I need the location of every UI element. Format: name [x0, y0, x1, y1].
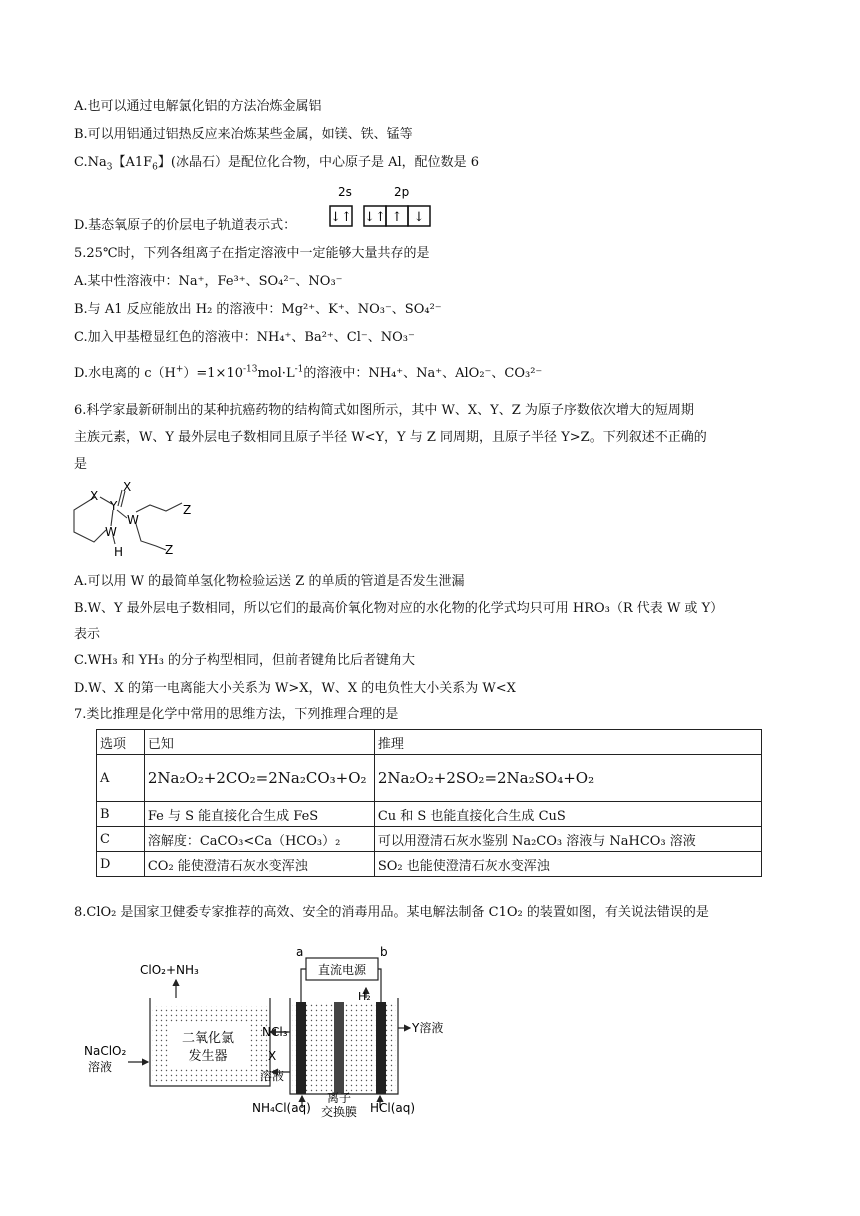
q8-stem: 8.ClO₂ 是国家卫健委专家推荐的高效、安全的消毒用品。某电解法制备 C1O₂ 的装置如图，有关说法错误的是: [74, 905, 709, 920]
cell-inference: Cu 和 S 也能直接化合生成 CuS: [374, 802, 761, 827]
h2-label: H₂: [358, 990, 371, 1003]
q6-option-a: A.可以用 W 的最简单氢化物检验运送 Z 的单质的管道是否发生泄漏: [74, 574, 465, 589]
membrane-label-2: 交换膜: [320, 1105, 358, 1119]
atom-y: Y: [110, 499, 118, 513]
table-row: [97, 852, 762, 877]
nh4cl-label: NH₄Cl(aq): [252, 1101, 311, 1115]
cell-option: C: [97, 827, 145, 852]
orbital-2s-label: 2s: [338, 185, 352, 199]
cell-known: CO₂ 能使澄清石灰水变浑浊: [144, 852, 374, 877]
table-row: [97, 802, 762, 827]
cell-inference: SO₂ 也能使澄清石灰水变浑浊: [374, 852, 761, 877]
q6-stem-line3: 是: [74, 457, 88, 472]
q5-stem: 5.25℃时，下列各组离子在指定溶液中一定能够大量共存的是: [74, 246, 430, 261]
y-solution-label: Y溶液: [412, 1021, 444, 1035]
x-label: X: [268, 1049, 277, 1063]
orbital-2p-label: 2p: [394, 185, 410, 199]
header-inference: 推理: [374, 730, 761, 755]
hcl-label: HCl(aq): [370, 1101, 416, 1115]
q4-option-c: $C.Na_3$【$A1F_6$】(冰晶石）是配位化合物，中心原子是 Al，配位数是 6: [74, 155, 480, 173]
q6-option-c: C.WH₃ 和 YH₃ 的分子构型相同，但前者键角比后者键角大: [74, 653, 416, 668]
table-row: [97, 827, 762, 852]
terminal-a: a: [296, 945, 304, 959]
cell-known: Fe 与 S 能直接化合生成 FeS: [144, 802, 374, 827]
structure-diagram: [66, 478, 206, 562]
q5-option-b: B.与 A1 反应能放出 H₂ 的溶液中：Mg²⁺、K⁺、NO₃⁻、SO₄²⁻: [74, 302, 442, 317]
cell-option: A: [97, 755, 145, 802]
bond-yw2: [117, 510, 127, 518]
atom-x1: X: [90, 489, 99, 503]
generator-label-2: 发生器: [188, 1049, 228, 1064]
naclo2-solution-label: 溶液: [88, 1060, 113, 1074]
chain-lower: [136, 524, 166, 550]
atom-z2: Z: [165, 543, 174, 557]
q5-option-a: A.某中性溶液中：Na⁺，Fe³⁺、SO₄²⁻、NO₃⁻: [74, 274, 343, 289]
q7-table: [96, 729, 762, 877]
table-row: [97, 755, 762, 802]
cathode: [376, 1002, 386, 1094]
q6-option-d: D.W、X 的第一电离能大小关系为 W>X，W、X 的电负性大小关系为 W<X: [74, 681, 516, 696]
atom-w2: W: [127, 513, 139, 527]
cell-inference: 2Na₂O₂+2SO₂=2Na₂SO₄+O₂: [374, 755, 761, 802]
power-label: 直流电源: [317, 963, 367, 977]
cell-known: 2Na₂O₂+2CO₂=2Na₂CO₃+O₂: [144, 755, 374, 802]
atom-z1: Z: [183, 503, 192, 517]
q6-option-b-line2: 表示: [74, 627, 101, 642]
electrolysis-apparatus-diagram: [80, 944, 480, 1120]
cell-option: B: [97, 802, 145, 827]
orbital-2p2-electrons: ↑: [391, 210, 403, 225]
cell-known: 溶解度：CaCO₃<Ca（HCO₃）₂: [144, 827, 374, 852]
orbital-2p1-electrons: ↓↑: [364, 210, 386, 225]
q6-stem-line2: 主族元素，W、Y 最外层电子数相同且原子半径 W<Y，Y 与 Z 同周期，且原子半径 Y>Z。下列叙述不正确的: [74, 430, 707, 445]
orbital-2s-electrons: ↓↑: [330, 210, 352, 225]
output-label: ClO₂+NH₃: [140, 963, 199, 977]
cell-inference: 可以用澄清石灰水鉴别 Na₂CO₃ 溶液与 NaHCO₃ 溶液: [374, 827, 761, 852]
q6-stem-line1: 6.科学家最新研制出的某种抗癌药物的结构简式如图所示，其中 W、X、Y、Z 为原子序数依次增大的短周期: [74, 403, 694, 418]
q7-stem: 7.类比推理是化学中常用的思维方法，下列推理合理的是: [74, 707, 399, 722]
anode: [296, 1002, 306, 1094]
ion-exchange-membrane: [334, 1002, 344, 1094]
ncl3-label: NCl₃: [262, 1025, 288, 1039]
ring-bond-left: [74, 497, 106, 542]
terminal-b: b: [380, 945, 388, 959]
header-known: 已知: [144, 730, 374, 755]
atom-x2: X: [123, 480, 132, 494]
wire-a: [301, 969, 306, 1002]
q4-option-a: A.也可以通过电解氯化铝的方法冶炼金属铝: [74, 99, 322, 114]
naclo2-label: NaClO₂: [84, 1044, 127, 1058]
generator-label-1: 二氧化氯: [181, 1031, 235, 1046]
q4-option-d: D.基态氧原子的价层电子轨道表示式：: [74, 218, 297, 233]
membrane-label-1: 离子: [326, 1091, 352, 1105]
cell-option: D: [97, 852, 145, 877]
q4-option-b: B.可以用铝通过铝热反应来冶炼某些金属，如镁、铁、锰等: [74, 127, 413, 142]
header-option: 选项: [97, 730, 145, 755]
chain-upper: [136, 503, 182, 512]
table-header-row: [97, 730, 762, 755]
q5-option-c: C.加入甲基橙显红色的溶液中：NH₄⁺、Ba²⁺、Cl⁻、NO₃⁻: [74, 330, 415, 345]
x-solution-label: 溶液: [260, 1069, 285, 1083]
orbital-diagram: [326, 182, 446, 232]
atom-w1: W: [105, 525, 117, 539]
atom-h: H: [114, 545, 124, 559]
orbital-2p3-electrons: ↓: [413, 210, 425, 225]
q5-option-d: D.水电离的 $c(H^+)=1\times 10^{-13}mol\cdot L^{-1}$的溶液中：NH₄⁺、Na⁺、AlO₂⁻、CO₃²⁻: [74, 364, 543, 381]
q6-option-b-line1: B.W、Y 最外层电子数相同，所以它们的最高价氧化物对应的水化物的化学式均只可用 HRO₃（R 代表 W 或 Y）: [74, 601, 724, 616]
